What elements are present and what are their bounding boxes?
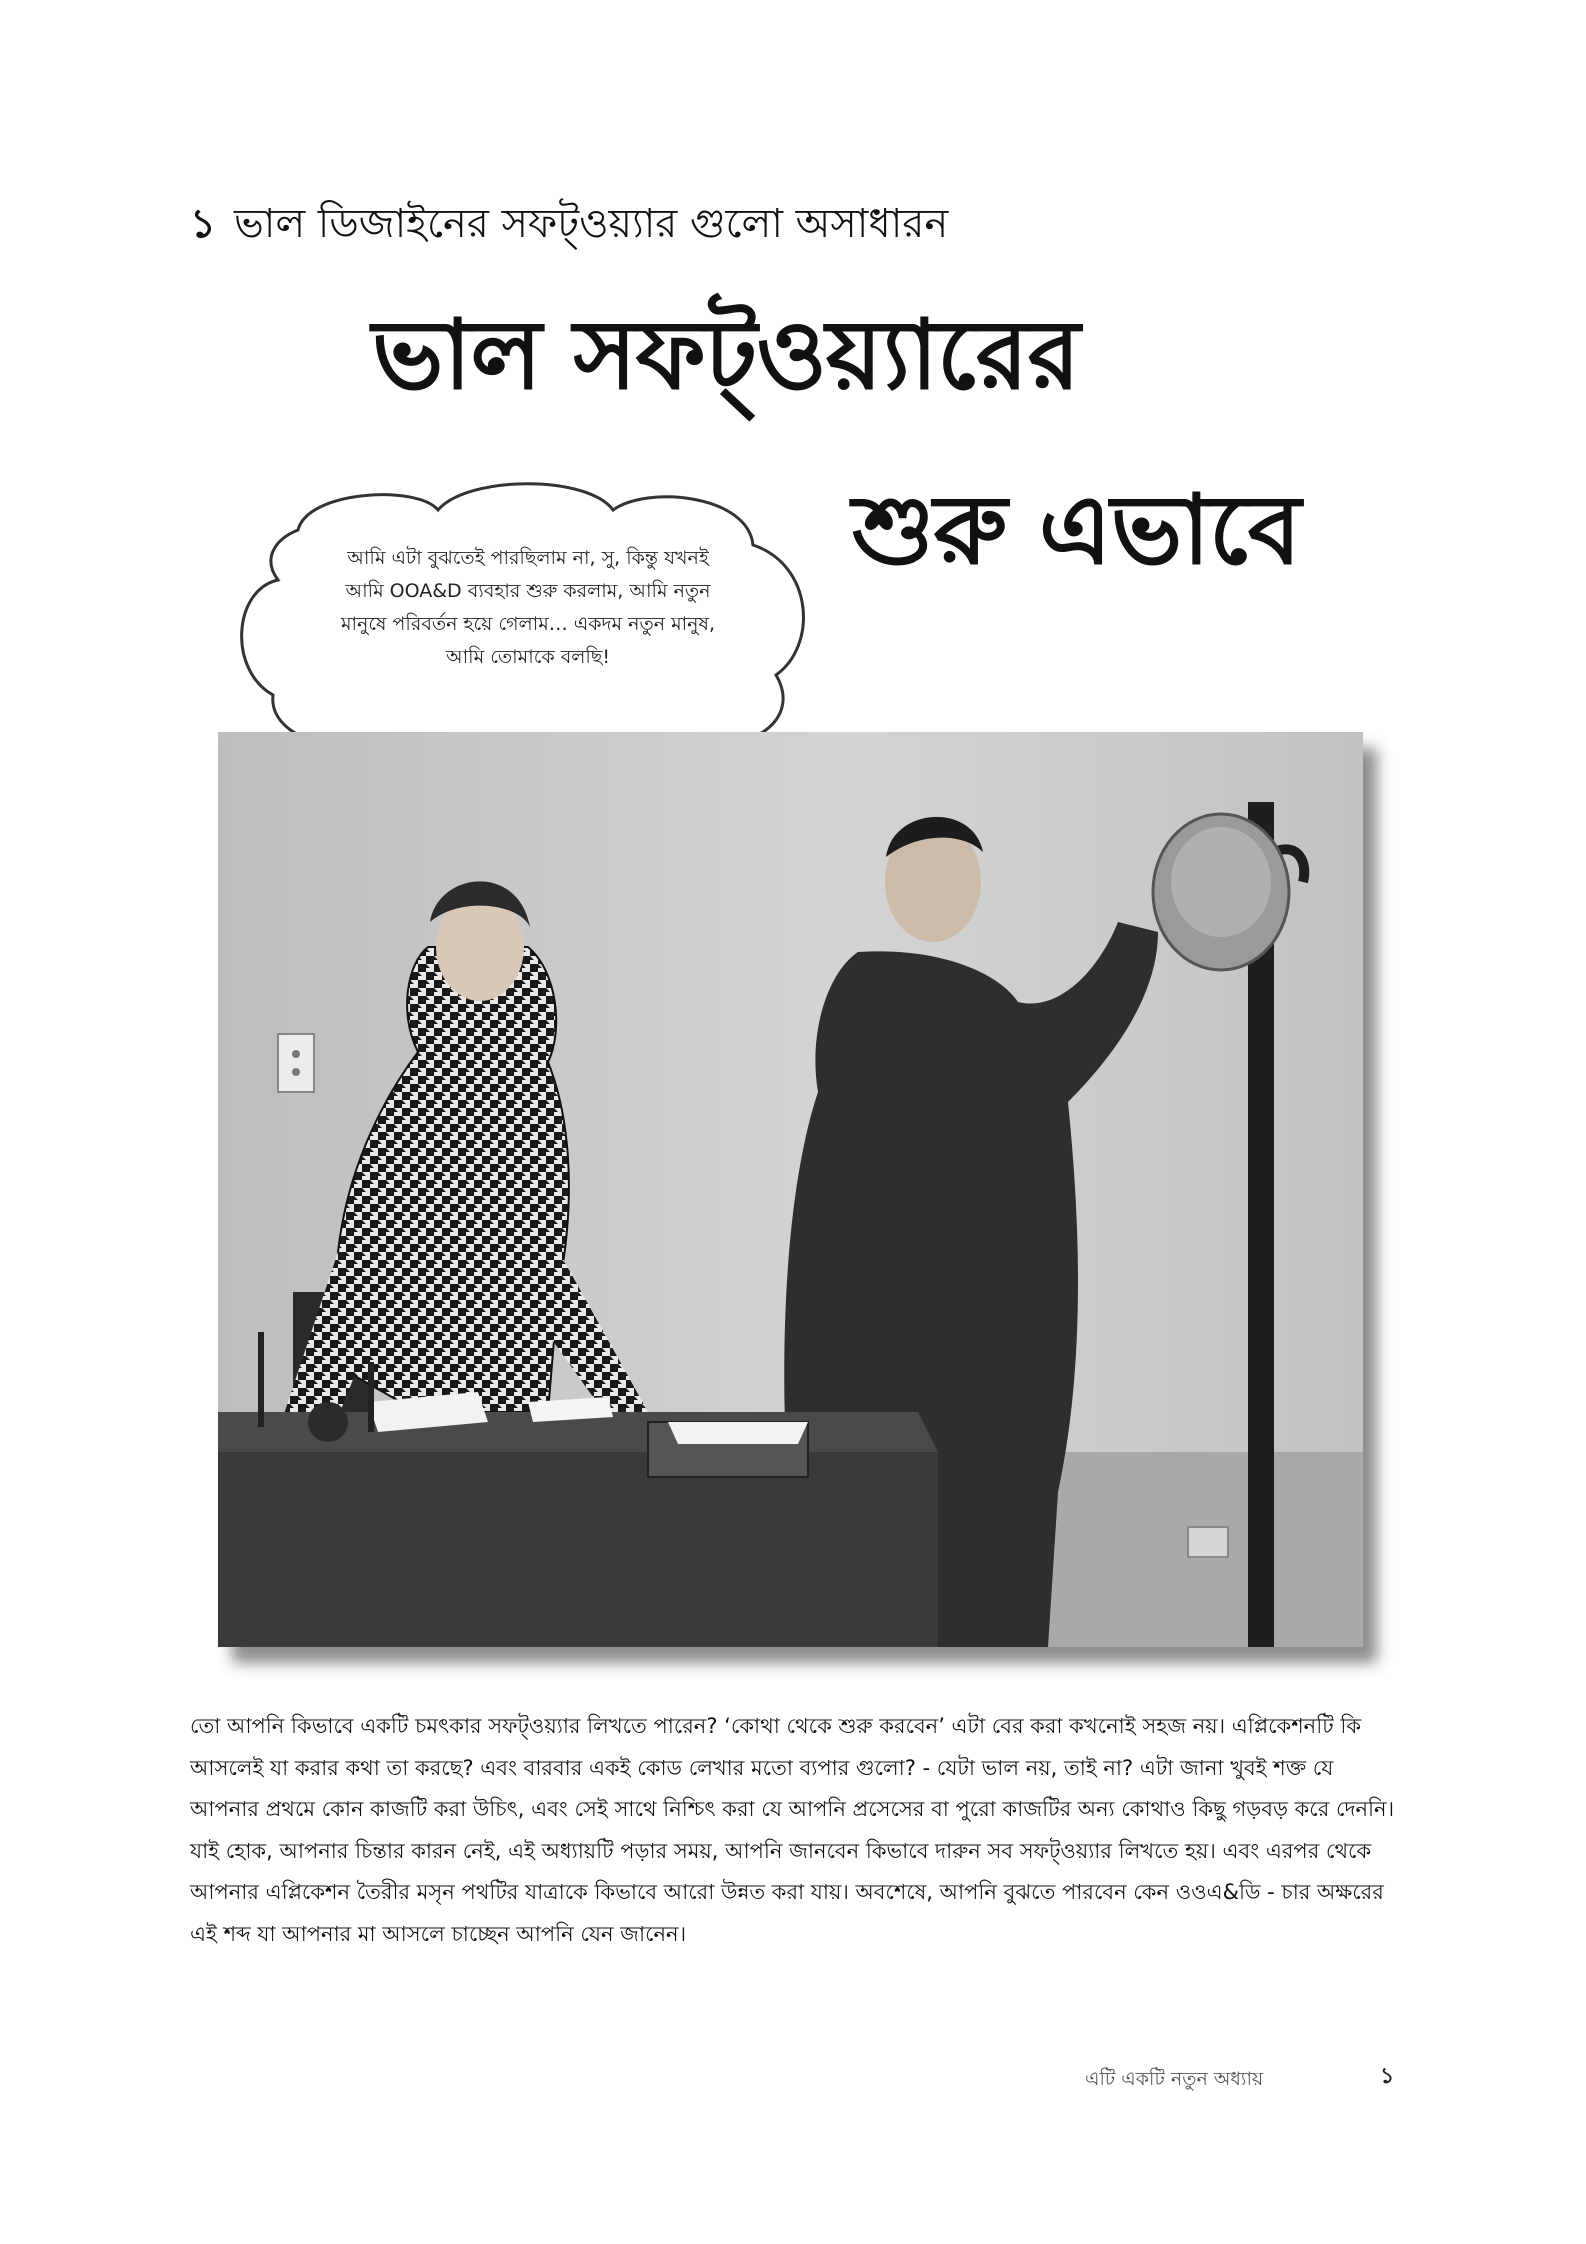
page-title-line-2: শুরু এভাবে bbox=[852, 474, 1301, 586]
footer-page-number: ১ bbox=[1380, 2064, 1395, 2089]
office-photo bbox=[218, 732, 1363, 1647]
chapter-title: ভাল ডিজাইনের সফট্ওয়্যার গুলো অসাধারন bbox=[233, 201, 949, 247]
office-photo-illustration bbox=[218, 732, 1363, 1647]
thought-bubble-text: আমি এটা বুঝতেই পারছিলাম না, সু, কিন্তু যখনই আমি OOA&D ব্যবহার শুরু করলাম, আমি নতুন মানুষে পরিবর্তন হয়ে গেলাম… একদম নতুন মানুষ, আমি তোমাকে বলছি! bbox=[340, 547, 716, 668]
chapter-number: ১ bbox=[190, 201, 216, 247]
page-title-line-1: ভাল সফট্ওয়্যারের bbox=[372, 299, 1080, 411]
body-paragraph: তো আপনি কিভাবে একটি চমৎকার সফট্ওয়্যার লিখতে পারেন? ‘কোথা থেকে শুরু করবেন’ এটা বের করা কখনোই সহজ নয়। এপ্লিকেশনটি কি আসলেই যা করার কথা তা করছে? এবং বারবার একই কোড লেখার মতো ব্যপার গুলো? - যেটা ভাল নয়, তাই না? এটা জানা খুবই শক্ত যে আপনার প্রথমে কোন কাজটি করা উচিৎ, এবং সেই সাথে নিশ্চিৎ করা যে আপনি প্রসেসের বা পুরো কাজটির অন্য কোথাও কিছু গড়বড় করে দেননি। যাই হোক, আপনার চিন্তার কারন নেই, এই অধ্যায়টি পড়ার সময়, আপনি জানবেন কিভাবে দারুন সব সফট্ওয়্যার লিখতে হয়। এবং এরপর থেকে আপনার এপ্লিকেশন তৈরীর মসৃন পথটির যাত্রাকে কিভাবে আরো উন্নত করা যায়। অবশেষে, আপনি বুঝতে পারবেন কেন ওওএ&ডি - চার অক্ষরের এই শব্দ যা আপনার মা আসলে চাচ্ছেন আপনি যেন জানেন। bbox=[190, 1714, 1395, 1946]
footer-chapter-label: এটি একটি নতুন অধ্যায় bbox=[1085, 2068, 1264, 2090]
chapter-header bbox=[190, 196, 948, 252]
